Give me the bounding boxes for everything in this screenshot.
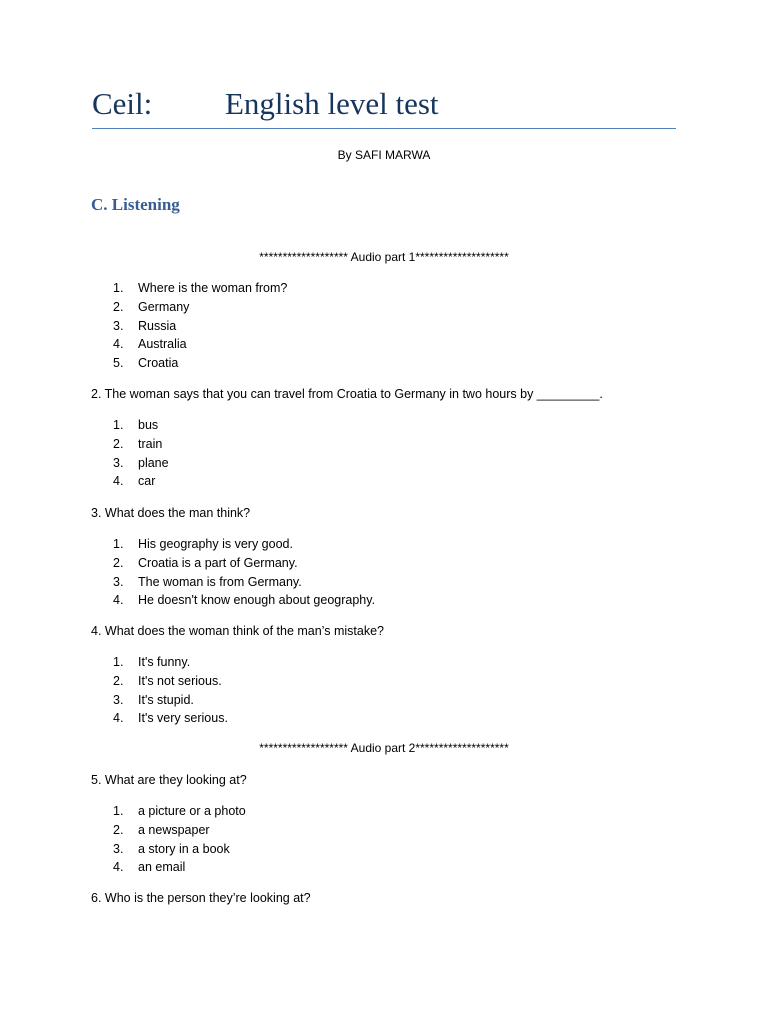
option-number: 3. — [113, 692, 124, 707]
question-5: 5. What are they looking at? — [91, 773, 247, 787]
question-4-options — [0, 655, 768, 730]
list-item — [0, 593, 768, 612]
list-item — [0, 711, 768, 730]
option-text: an email — [138, 860, 186, 875]
option-text: a story in a book — [138, 841, 230, 856]
list-item — [0, 474, 768, 493]
document-title — [92, 86, 676, 126]
option-number: 4. — [113, 711, 124, 726]
option-text: The woman is from Germany. — [138, 574, 302, 589]
option-text: Croatia is a part of Germany. — [138, 555, 298, 570]
list-item — [0, 804, 768, 823]
section-heading: C. Listening — [91, 195, 180, 214]
option-text: car — [138, 474, 156, 489]
list-item — [0, 655, 768, 674]
list-item — [0, 693, 768, 712]
option-text: a picture or a photo — [138, 804, 246, 818]
list-item — [0, 575, 768, 594]
audio-part-2-banner: ******************* Audio part 2******************** — [259, 741, 509, 755]
option-text: He doesn't know enough about geography. — [138, 593, 376, 608]
option-number: 3. — [113, 318, 124, 333]
option-text: It's funny. — [138, 655, 191, 669]
option-number: 4. — [113, 337, 124, 352]
option-text: a newspaper — [138, 822, 210, 837]
question-4: 4. What does the woman think of the man’s mistake? — [91, 624, 384, 638]
option-text: It's stupid. — [138, 692, 194, 707]
option-text: Australia — [138, 337, 187, 352]
list-item — [0, 337, 768, 356]
question-2-options — [0, 418, 768, 493]
option-number: 1. — [113, 804, 124, 818]
list-item — [0, 556, 768, 575]
list-item — [0, 456, 768, 475]
option-number: 2. — [113, 555, 124, 570]
title-underline — [92, 128, 676, 129]
option-number: 2. — [113, 673, 124, 688]
list-item — [0, 823, 768, 842]
question-2: 2. The woman says that you can travel from Croatia to Germany in two hours by _________. — [91, 387, 603, 401]
option-text: Russia — [138, 318, 177, 333]
option-number: 3. — [113, 841, 124, 856]
option-text: It's very serious. — [138, 711, 228, 726]
option-number: 3. — [113, 574, 124, 589]
question-5-options — [0, 804, 768, 879]
list-item — [0, 281, 768, 300]
question-3: 3. What does the man think? — [91, 506, 251, 520]
author-line: By SAFI MARWA — [337, 148, 431, 162]
option-text: Where is the woman from? — [138, 281, 288, 295]
option-number: 4. — [113, 593, 124, 608]
title-test-name: English level test — [225, 86, 439, 121]
question-6: 6. Who is the person they’re looking at? — [91, 891, 311, 905]
option-number: 5. — [113, 356, 124, 371]
option-text: bus — [138, 418, 159, 432]
question-3-options — [0, 537, 768, 612]
list-item — [0, 674, 768, 693]
option-number: 1. — [113, 537, 124, 551]
option-number: 1. — [113, 655, 124, 669]
list-item — [0, 356, 768, 375]
option-number: 2. — [113, 436, 124, 451]
option-text: His geography is very good. — [138, 537, 293, 551]
list-item — [0, 437, 768, 456]
option-number: 3. — [113, 455, 124, 470]
question-1-options — [0, 281, 768, 375]
list-item — [0, 860, 768, 879]
option-text: plane — [138, 455, 169, 470]
option-text: train — [138, 436, 163, 451]
audio-part-1-banner: ******************* Audio part 1******************** — [259, 250, 509, 264]
list-item — [0, 418, 768, 437]
option-text: Germany — [138, 299, 190, 314]
option-text: Croatia — [138, 356, 179, 371]
list-item — [0, 300, 768, 319]
option-number: 2. — [113, 822, 124, 837]
option-number: 4. — [113, 860, 124, 875]
option-number: 2. — [113, 299, 124, 314]
list-item — [0, 537, 768, 556]
list-item — [0, 842, 768, 861]
option-text: It's not serious. — [138, 673, 222, 688]
list-item — [0, 319, 768, 338]
title-organization: Ceil: — [92, 86, 153, 121]
option-number: 1. — [113, 418, 124, 432]
option-number: 1. — [113, 281, 124, 295]
option-number: 4. — [113, 474, 124, 489]
